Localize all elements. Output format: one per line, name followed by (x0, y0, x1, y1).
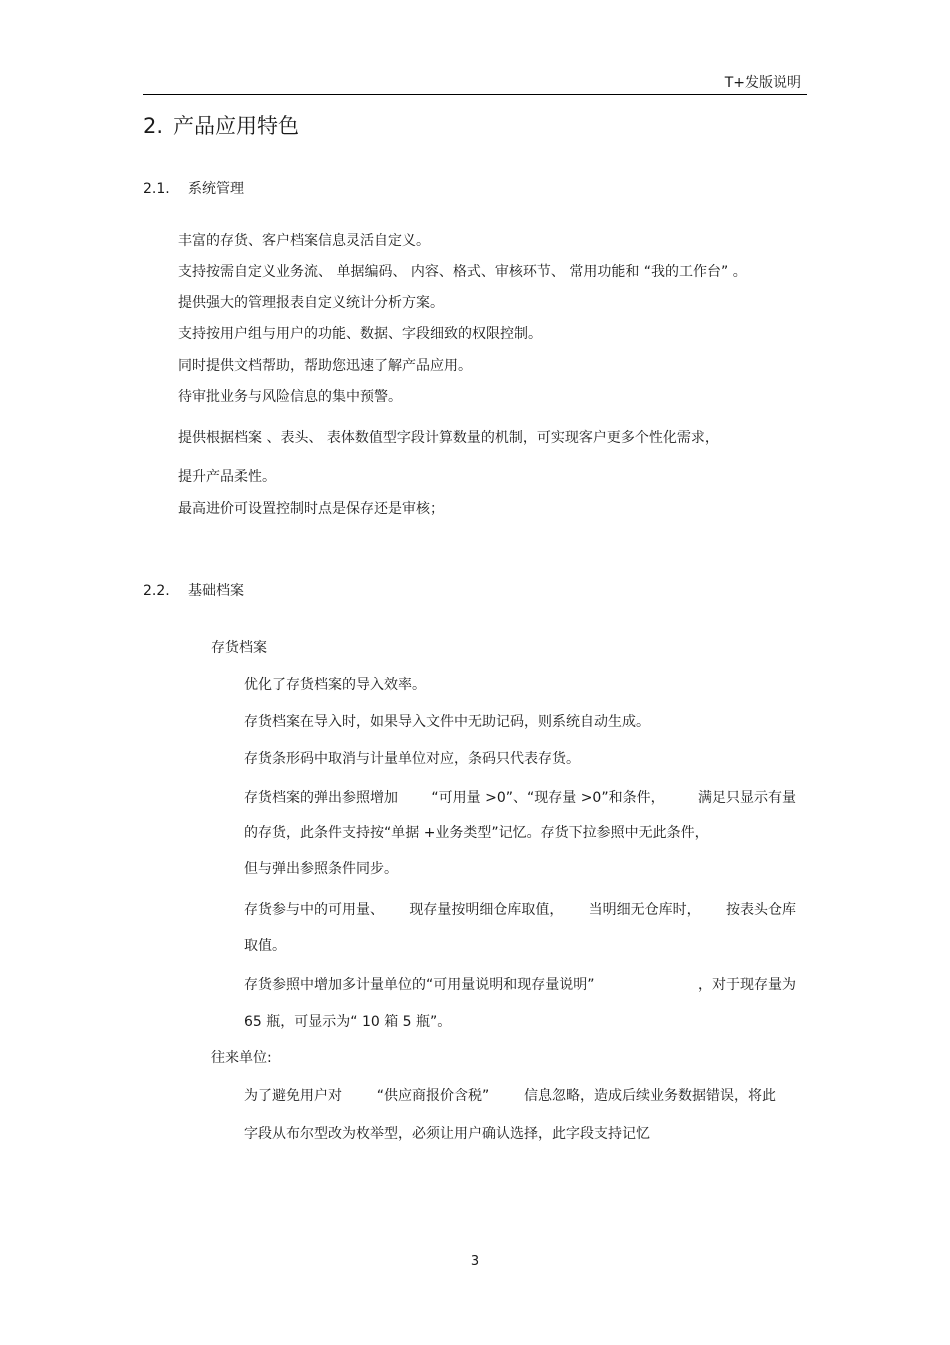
list-item: 丰富的存货、客户档案信息灵活自定义。 (178, 233, 430, 249)
text-segment: 按表头仓库 (725, 902, 796, 918)
text-segment: “可用量 >0”、“现存量 >0”和条件， (431, 790, 665, 806)
partner-unit-heading: 往来单位: (211, 1050, 272, 1066)
paragraph-line: 字段从布尔型改为枚举型，必须让用户确认选择，此字段支持记忆 (244, 1126, 650, 1142)
list-item: 待审批业务与风险信息的集中预警。 (178, 389, 402, 405)
text-segment: 为了避免用户对 (244, 1088, 342, 1104)
text-segment: 信息忽略，造成后续业务数据错误，将此 (523, 1088, 776, 1104)
text-segment: 现存量按明细仓库取值， (409, 902, 564, 918)
list-item: 存货条形码中取消与计量单位对应，条码只代表存货。 (244, 751, 580, 767)
subsection-number: 2.1. (143, 181, 170, 197)
paragraph-line (244, 974, 796, 994)
subsection-title: 基础档案 (188, 583, 244, 599)
paragraph-line (244, 1085, 776, 1105)
page-number: 3 (470, 1254, 480, 1269)
paragraph-line (244, 787, 796, 807)
list-item: 提供根据档案 、表头、 表体数值型字段计算数量的机制，可实现客户更多个性化需求， (178, 430, 719, 446)
list-item: 存货档案在导入时，如果导入文件中无助记码，则系统自动生成。 (244, 714, 650, 730)
paragraph-line: 65 瓶，可显示为“ 10 箱 5 瓶”。 (244, 1014, 452, 1030)
text-segment: 当明细无仓库时， (588, 902, 701, 918)
section-number: 2. (143, 114, 164, 138)
text-segment: 满足只显示有量 (698, 790, 796, 806)
text-segment: 存货档案的弹出参照增加 (244, 790, 398, 806)
paragraph-line: 取值。 (244, 938, 286, 954)
list-item: 提升产品柔性。 (178, 469, 276, 485)
text-segment: 存货参与中的可用量、 (244, 902, 384, 918)
list-item: 提供强大的管理报表自定义统计分析方案。 (178, 295, 444, 311)
subsection-heading-system (143, 178, 244, 198)
page-header (143, 70, 807, 95)
text-segment: “供应商报价含税” (376, 1088, 490, 1104)
paragraph-line (244, 899, 796, 919)
text-segment: 存货参照中增加多计量单位的“可用量说明和现存量说明” (244, 977, 595, 993)
paragraph-line: 的存货，此条件支持按“单据 +业务类型”记忆。存货下拉参照中无此条件， (244, 825, 709, 841)
subsection-title: 系统管理 (188, 181, 244, 197)
section-heading (143, 110, 299, 140)
paragraph-line: 但与弹出参照条件同步。 (244, 861, 398, 877)
list-item: 优化了存货档案的导入效率。 (244, 677, 426, 693)
inventory-archive-heading: 存货档案 (211, 640, 267, 656)
list-item: 支持按需自定义业务流、 单据编码、 内容、格式、审核环节、 常用功能和 “我的工作台” 。 (178, 264, 747, 280)
header-title: T+发版说明 (724, 75, 801, 91)
subsection-heading-base-archive (143, 580, 244, 600)
section-title: 产品应用特色 (173, 114, 300, 138)
text-segment: ，对于现存量为 (698, 977, 796, 993)
subsection-number: 2.2. (143, 583, 170, 599)
list-item: 最高进价可设置控制时点是保存还是审核； (178, 501, 444, 517)
list-item: 同时提供文档帮助，帮助您迅速了解产品应用。 (178, 358, 472, 374)
list-item: 支持按用户组与用户的功能、数据、字段细致的权限控制。 (178, 326, 542, 342)
